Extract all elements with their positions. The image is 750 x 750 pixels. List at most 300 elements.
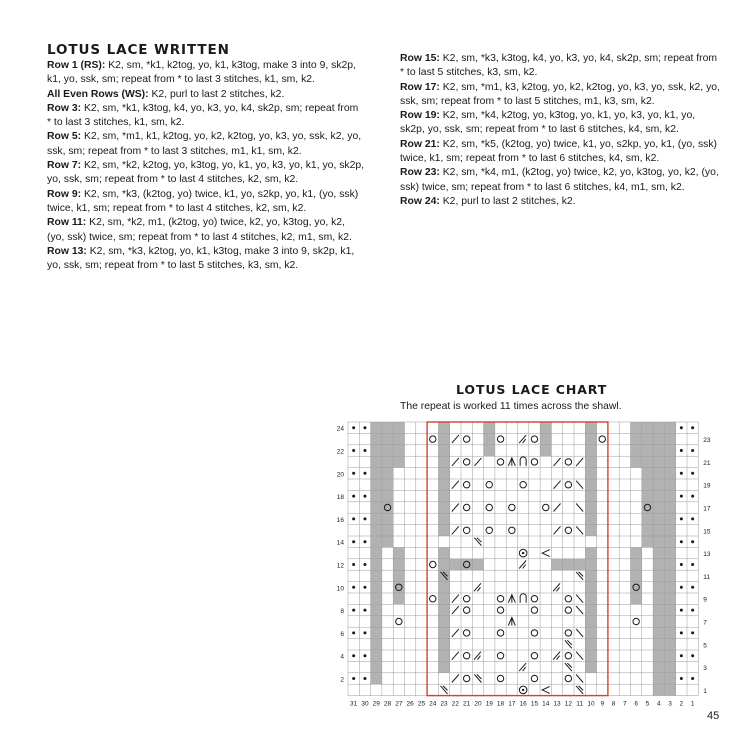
- instruction-row: [400, 109, 720, 138]
- no-stitch-cell: [585, 570, 596, 581]
- no-stitch-cell: [585, 547, 596, 558]
- no-stitch-cell: [653, 433, 664, 444]
- no-stitch-cell: [438, 627, 449, 638]
- purl-dot: [680, 609, 683, 612]
- no-stitch-cell: [631, 456, 642, 467]
- instruction-row-label: Row 3:: [47, 102, 82, 114]
- purl-dot: [363, 517, 366, 520]
- instruction-row: [47, 59, 365, 88]
- no-stitch-cell: [371, 445, 382, 456]
- row-number-left: 16: [336, 516, 344, 524]
- instruction-row-text: K2, sm, *k3, k3tog, k4, yo, k3, yo, k4, sk2p, sm; repeat from * to last 5 stitches, k3, sm, k2.: [400, 53, 718, 79]
- row-number-right: 23: [703, 437, 711, 445]
- no-stitch-cell: [664, 513, 675, 524]
- no-stitch-cell: [438, 559, 449, 570]
- no-stitch-cell: [585, 445, 596, 456]
- instruction-row-text: K2, purl to last 2 stitches, k2.: [439, 195, 576, 207]
- purl-dot: [691, 472, 694, 475]
- no-stitch-cell: [371, 525, 382, 536]
- no-stitch-cell: [664, 547, 675, 558]
- no-stitch-cell: [642, 490, 653, 501]
- no-stitch-cell: [382, 490, 393, 501]
- lace-chart: [332, 418, 732, 714]
- no-stitch-cell: [653, 570, 664, 581]
- purl-dot: [680, 426, 683, 429]
- column-number: 27: [395, 700, 403, 708]
- chart-subtitle: The repeat is worked 11 times across the shawl.: [400, 401, 622, 412]
- no-stitch-cell: [664, 616, 675, 627]
- instruction-row-label: Row 19:: [400, 110, 440, 122]
- row-number-left: 24: [336, 425, 344, 433]
- no-stitch-cell: [371, 490, 382, 501]
- no-stitch-cell: [371, 513, 382, 524]
- no-stitch-cell: [631, 582, 642, 593]
- no-stitch-cell: [438, 639, 449, 650]
- no-stitch-cell: [653, 513, 664, 524]
- purl-dot: [691, 609, 694, 612]
- no-stitch-cell: [664, 627, 675, 638]
- instruction-row-label: Row 17:: [400, 81, 440, 93]
- no-stitch-cell: [371, 593, 382, 604]
- purl-dot: [363, 631, 366, 634]
- no-stitch-cell: [382, 445, 393, 456]
- purl-dot: [352, 540, 355, 543]
- instruction-row: [400, 195, 720, 209]
- row-number-right: 1: [703, 687, 707, 695]
- column-number: 4: [656, 700, 661, 708]
- column-number: 29: [372, 700, 380, 708]
- no-stitch-cell: [574, 559, 585, 570]
- no-stitch-cell: [371, 433, 382, 444]
- no-stitch-cell: [585, 422, 596, 433]
- no-stitch-cell: [642, 422, 653, 433]
- no-stitch-cell: [585, 627, 596, 638]
- no-stitch-cell: [438, 456, 449, 467]
- purl-dot: [352, 677, 355, 680]
- no-stitch-cell: [664, 433, 675, 444]
- no-stitch-cell: [393, 547, 404, 558]
- column-number: 13: [553, 700, 561, 708]
- instruction-row-text: K2, sm, *k5, (k2tog, yo) twice, k1, yo, s2kp, yo, k1, (yo, ssk) twice, k1, sm; repeat from * to last 6 stitches, k4, sm, k2.: [400, 138, 718, 165]
- no-stitch-cell: [585, 490, 596, 501]
- instruction-row-label: Row 9:: [47, 188, 82, 200]
- instruction-row: [47, 245, 365, 274]
- column-number: 24: [429, 700, 437, 708]
- instruction-row-text: K2, sm, *k4, k2tog, yo, k3tog, yo, k1, yo, k3, yo, k1, yo, sk2p, yo, ssk, sm; repeat from * to last 6 stitches, k4, sm, k2.: [400, 110, 696, 136]
- column-number: 2: [679, 700, 684, 708]
- instruction-row-label: Row 24:: [400, 195, 440, 207]
- purl-dot: [352, 517, 355, 520]
- no-stitch-cell: [438, 582, 449, 593]
- no-stitch-cell: [382, 536, 393, 547]
- instruction-row-label: Row 13:: [47, 245, 87, 257]
- instruction-row-label: Row 5:: [47, 131, 82, 143]
- no-stitch-cell: [664, 490, 675, 501]
- purl-dot: [363, 472, 366, 475]
- no-stitch-cell: [664, 570, 675, 581]
- purl-dot: [363, 449, 366, 452]
- no-stitch-cell: [664, 593, 675, 604]
- no-stitch-cell: [664, 445, 675, 456]
- no-stitch-cell: [642, 502, 653, 513]
- no-stitch-cell: [585, 513, 596, 524]
- column-number: 19: [485, 700, 493, 708]
- row-number-left: 22: [336, 448, 344, 456]
- purl-dot: [352, 472, 355, 475]
- no-stitch-cell: [484, 445, 495, 456]
- purl-dot: [691, 631, 694, 634]
- purl-dot: [680, 517, 683, 520]
- purl-dot: [680, 472, 683, 475]
- no-stitch-cell: [585, 582, 596, 593]
- no-stitch-cell: [438, 422, 449, 433]
- column-number: 26: [406, 700, 414, 708]
- page-number: 45: [707, 710, 720, 722]
- no-stitch-cell: [393, 559, 404, 570]
- row-number-left: 20: [336, 471, 344, 479]
- no-stitch-cell: [438, 468, 449, 479]
- instruction-row: [47, 102, 365, 131]
- no-stitch-cell: [653, 582, 664, 593]
- no-stitch-cell: [371, 650, 382, 661]
- instruction-row: [400, 52, 720, 81]
- purl-dot: [691, 654, 694, 657]
- no-stitch-cell: [664, 456, 675, 467]
- no-stitch-cell: [653, 650, 664, 661]
- instruction-row-label: Row 1 (RS):: [47, 60, 106, 71]
- row-number-left: 10: [336, 585, 344, 593]
- no-stitch-cell: [371, 616, 382, 627]
- row-number-left: 8: [340, 608, 344, 616]
- instruction-row-text: K2, sm, *k1, k3tog, k4, yo, k3, yo, k4, sk2p, sm; repeat from * to last 3 stitches, k1, sm, k2.: [47, 102, 359, 129]
- no-stitch-cell: [393, 456, 404, 467]
- written-instructions-right: [400, 52, 720, 209]
- no-stitch-cell: [664, 650, 675, 661]
- no-stitch-cell: [382, 502, 393, 513]
- no-stitch-cell: [438, 525, 449, 536]
- column-number: 6: [634, 700, 638, 708]
- no-stitch-cell: [653, 525, 664, 536]
- purl-dot: [691, 426, 694, 429]
- no-stitch-cell: [371, 536, 382, 547]
- no-stitch-cell: [653, 468, 664, 479]
- no-stitch-cell: [585, 650, 596, 661]
- row-number-right: 7: [703, 619, 707, 627]
- instruction-row-label: Row 21:: [400, 138, 440, 150]
- purl-dot: [691, 563, 694, 566]
- no-stitch-cell: [642, 468, 653, 479]
- column-number: 15: [530, 700, 539, 708]
- no-stitch-cell: [438, 513, 449, 524]
- no-stitch-cell: [664, 661, 675, 672]
- no-stitch-cell: [438, 479, 449, 490]
- no-stitch-cell: [653, 559, 664, 570]
- no-stitch-cell: [393, 582, 404, 593]
- no-stitch-cell: [382, 525, 393, 536]
- no-stitch-cell: [664, 479, 675, 490]
- column-number: 5: [645, 700, 650, 708]
- no-stitch-cell: [438, 490, 449, 501]
- row-number-right: 17: [703, 505, 711, 513]
- purl-dot: [363, 495, 366, 498]
- purl-dot: [363, 426, 366, 429]
- purl-dot: [680, 586, 683, 589]
- no-stitch-cell: [438, 604, 449, 615]
- no-stitch-cell: [642, 525, 653, 536]
- no-stitch-cell: [664, 639, 675, 650]
- row-number-right: 21: [703, 459, 711, 467]
- purl-dot: [680, 540, 683, 543]
- no-stitch-cell: [653, 661, 664, 672]
- purl-dot: [352, 449, 355, 452]
- no-stitch-cell: [438, 445, 449, 456]
- row-number-right: 5: [703, 642, 707, 650]
- no-stitch-cell: [653, 547, 664, 558]
- no-stitch-cell: [382, 468, 393, 479]
- no-stitch-cell: [631, 593, 642, 604]
- no-stitch-cell: [371, 547, 382, 558]
- no-stitch-cell: [653, 593, 664, 604]
- no-stitch-cell: [653, 490, 664, 501]
- written-title: LOTUS LACE WRITTEN: [47, 42, 230, 58]
- column-number: 1: [690, 700, 695, 708]
- row-number-left: 4: [340, 653, 344, 661]
- instruction-row: [47, 159, 365, 188]
- no-stitch-cell: [642, 479, 653, 490]
- no-stitch-cell: [393, 570, 404, 581]
- column-number: 12: [564, 700, 572, 708]
- row-number-left: 14: [336, 539, 344, 547]
- instruction-row-text: K2, sm, *m1, k1, k2tog, yo, k2, k2tog, yo, k3, yo, ssk, k2, yo, ssk, sm; repeat from * to last 3 stitches, m1, k1, sm, k2.: [47, 131, 362, 157]
- no-stitch-cell: [438, 650, 449, 661]
- no-stitch-cell: [371, 582, 382, 593]
- no-stitch-cell: [371, 479, 382, 490]
- instruction-row-label: Row 11:: [47, 217, 87, 229]
- no-stitch-cell: [371, 673, 382, 684]
- no-stitch-cell: [540, 422, 551, 433]
- row-number-right: 19: [703, 482, 711, 490]
- no-stitch-cell: [585, 661, 596, 672]
- purl-dot: [352, 654, 355, 657]
- purl-dot: [363, 586, 366, 589]
- instruction-row: [400, 81, 720, 110]
- symbol-center: [522, 552, 524, 554]
- no-stitch-cell: [653, 456, 664, 467]
- no-stitch-cell: [642, 513, 653, 524]
- no-stitch-cell: [642, 433, 653, 444]
- instruction-row: [400, 138, 720, 167]
- no-stitch-cell: [484, 433, 495, 444]
- purl-dot: [680, 631, 683, 634]
- no-stitch-cell: [540, 445, 551, 456]
- no-stitch-cell: [438, 502, 449, 513]
- instruction-row-text: K2, sm, *m1, k3, k2tog, yo, k2, k2tog, yo, k3, yo, ssk, k2, yo, ssk, sm; repeat from * to last 5 stitches, m1, k3, sm, k2.: [400, 81, 720, 107]
- no-stitch-cell: [664, 673, 675, 684]
- no-stitch-cell: [642, 456, 653, 467]
- instruction-row-text: K2, purl to last 2 stitches, k2.: [148, 88, 285, 100]
- no-stitch-cell: [653, 445, 664, 456]
- no-stitch-cell: [631, 547, 642, 558]
- column-number: 9: [600, 700, 605, 708]
- column-number: 22: [451, 700, 459, 708]
- row-number-left: 6: [340, 630, 344, 638]
- no-stitch-cell: [382, 479, 393, 490]
- row-number-right: 11: [703, 573, 711, 581]
- purl-dot: [691, 540, 694, 543]
- instruction-row: [400, 166, 720, 195]
- no-stitch-cell: [631, 433, 642, 444]
- purl-dot: [691, 495, 694, 498]
- no-stitch-cell: [382, 456, 393, 467]
- row-number-left: 12: [336, 562, 344, 570]
- instruction-row-label: Row 7:: [47, 160, 82, 172]
- purl-dot: [691, 517, 694, 520]
- no-stitch-cell: [653, 627, 664, 638]
- instruction-row-text: K2, sm, *k3, k2tog, yo, k1, k3tog, make 3 into 9, sk2p, k1, yo, ssk, sm; repeat from * to last 5 stitches, k3, sm, k2.: [47, 245, 355, 272]
- column-number: 21: [463, 700, 471, 708]
- no-stitch-cell: [371, 559, 382, 570]
- no-stitch-cell: [585, 593, 596, 604]
- no-stitch-cell: [653, 604, 664, 615]
- no-stitch-cell: [371, 570, 382, 581]
- row-number-left: 2: [340, 676, 344, 684]
- no-stitch-cell: [585, 468, 596, 479]
- no-stitch-cell: [371, 502, 382, 513]
- purl-dot: [352, 426, 355, 429]
- column-number: 28: [383, 700, 392, 708]
- column-number: 14: [542, 700, 550, 708]
- no-stitch-cell: [653, 479, 664, 490]
- no-stitch-cell: [371, 468, 382, 479]
- instruction-row-text: K2, sm, *k2, k2tog, yo, k3tog, yo, k1, yo, k3, yo, k1, yo, sk2p, yo, ssk, sm; repeat from * to last 4 stitches, k2, sm, k2.: [47, 160, 365, 186]
- row-number-right: 15: [703, 528, 711, 536]
- no-stitch-cell: [664, 604, 675, 615]
- column-number: 23: [440, 700, 448, 708]
- no-stitch-cell: [585, 616, 596, 627]
- no-stitch-cell: [585, 433, 596, 444]
- no-stitch-cell: [653, 673, 664, 684]
- no-stitch-cell: [653, 639, 664, 650]
- column-number: 17: [508, 700, 516, 708]
- no-stitch-cell: [461, 559, 472, 570]
- no-stitch-cell: [631, 445, 642, 456]
- column-number: 31: [350, 700, 358, 708]
- no-stitch-cell: [664, 422, 675, 433]
- no-stitch-cell: [438, 433, 449, 444]
- purl-dot: [352, 563, 355, 566]
- no-stitch-cell: [371, 604, 382, 615]
- column-number: 7: [623, 700, 627, 708]
- purl-dot: [691, 677, 694, 680]
- purl-dot: [363, 540, 366, 543]
- purl-dot: [363, 654, 366, 657]
- instruction-row-text: K2, sm, *k1, k2tog, yo, k1, k3tog, make 3 into 9, sk2p, k1, yo, ssk, sm; repeat from * to last 3 stitches, k1, sm, k2.: [47, 60, 356, 86]
- purl-dot: [680, 449, 683, 452]
- column-number: 30: [361, 700, 369, 708]
- no-stitch-cell: [664, 684, 675, 695]
- no-stitch-cell: [540, 433, 551, 444]
- no-stitch-cell: [653, 536, 664, 547]
- instruction-row-text: K2, sm, *k4, m1, (k2tog, yo) twice, k2, yo, k3tog, yo, k2, (yo, ssk) twice, sm; repeat from * to last 6 stitches, k4, m1, sm, k2.: [400, 167, 719, 193]
- no-stitch-cell: [585, 479, 596, 490]
- no-stitch-cell: [653, 422, 664, 433]
- no-stitch-cell: [393, 433, 404, 444]
- chart-title: LOTUS LACE CHART: [456, 382, 608, 397]
- no-stitch-cell: [664, 502, 675, 513]
- no-stitch-cell: [382, 433, 393, 444]
- no-stitch-cell: [371, 661, 382, 672]
- symbol-center: [522, 689, 524, 691]
- no-stitch-cell: [438, 547, 449, 558]
- no-stitch-cell: [371, 422, 382, 433]
- instruction-row-text: K2, sm, *k2, m1, (k2tog, yo) twice, k2, yo, k3tog, yo, k2, (yo, ssk) twice, sm; repeat from * to last 4 stitches, k2, m1, sm, k2.: [47, 217, 352, 243]
- column-number: 25: [417, 700, 426, 708]
- no-stitch-cell: [653, 502, 664, 513]
- purl-dot: [352, 631, 355, 634]
- instruction-row: [47, 188, 365, 217]
- no-stitch-cell: [664, 559, 675, 570]
- row-number-right: 3: [703, 665, 707, 673]
- no-stitch-cell: [450, 559, 461, 570]
- column-number: 11: [576, 700, 584, 708]
- no-stitch-cell: [664, 468, 675, 479]
- purl-dot: [691, 449, 694, 452]
- instruction-row: [47, 88, 365, 102]
- no-stitch-cell: [585, 604, 596, 615]
- no-stitch-cell: [631, 422, 642, 433]
- instruction-row-label: All Even Rows (WS):: [47, 88, 149, 100]
- instruction-row: [47, 130, 365, 159]
- no-stitch-cell: [438, 616, 449, 627]
- purl-dot: [352, 495, 355, 498]
- purl-dot: [680, 495, 683, 498]
- no-stitch-cell: [631, 570, 642, 581]
- purl-dot: [363, 609, 366, 612]
- purl-dot: [691, 586, 694, 589]
- purl-dot: [363, 563, 366, 566]
- no-stitch-cell: [585, 525, 596, 536]
- instruction-row-label: Row 23:: [400, 167, 440, 179]
- purl-dot: [680, 563, 683, 566]
- instruction-row-text: K2, sm, *k3, (k2tog, yo) twice, k1, yo, s2kp, yo, k1, (yo, ssk) twice, k1, sm; repeat from * to last 4 stitches, k2, sm, k2.: [47, 188, 359, 214]
- row-number-right: 9: [703, 596, 707, 604]
- no-stitch-cell: [382, 422, 393, 433]
- no-stitch-cell: [438, 661, 449, 672]
- row-number-right: 13: [703, 551, 711, 559]
- purl-dot: [363, 677, 366, 680]
- no-stitch-cell: [393, 593, 404, 604]
- no-stitch-cell: [653, 684, 664, 695]
- instruction-row-label: Row 15:: [400, 53, 440, 64]
- written-instructions-left: [47, 59, 365, 273]
- no-stitch-cell: [371, 639, 382, 650]
- purl-dot: [352, 586, 355, 589]
- no-stitch-cell: [393, 445, 404, 456]
- no-stitch-cell: [393, 422, 404, 433]
- no-stitch-cell: [653, 616, 664, 627]
- no-stitch-cell: [371, 456, 382, 467]
- no-stitch-cell: [585, 456, 596, 467]
- column-number: 3: [668, 700, 672, 708]
- no-stitch-cell: [664, 536, 675, 547]
- no-stitch-cell: [642, 536, 653, 547]
- purl-dot: [680, 677, 683, 680]
- no-stitch-cell: [664, 525, 675, 536]
- purl-dot: [352, 609, 355, 612]
- no-stitch-cell: [585, 639, 596, 650]
- no-stitch-cell: [472, 559, 483, 570]
- no-stitch-cell: [484, 422, 495, 433]
